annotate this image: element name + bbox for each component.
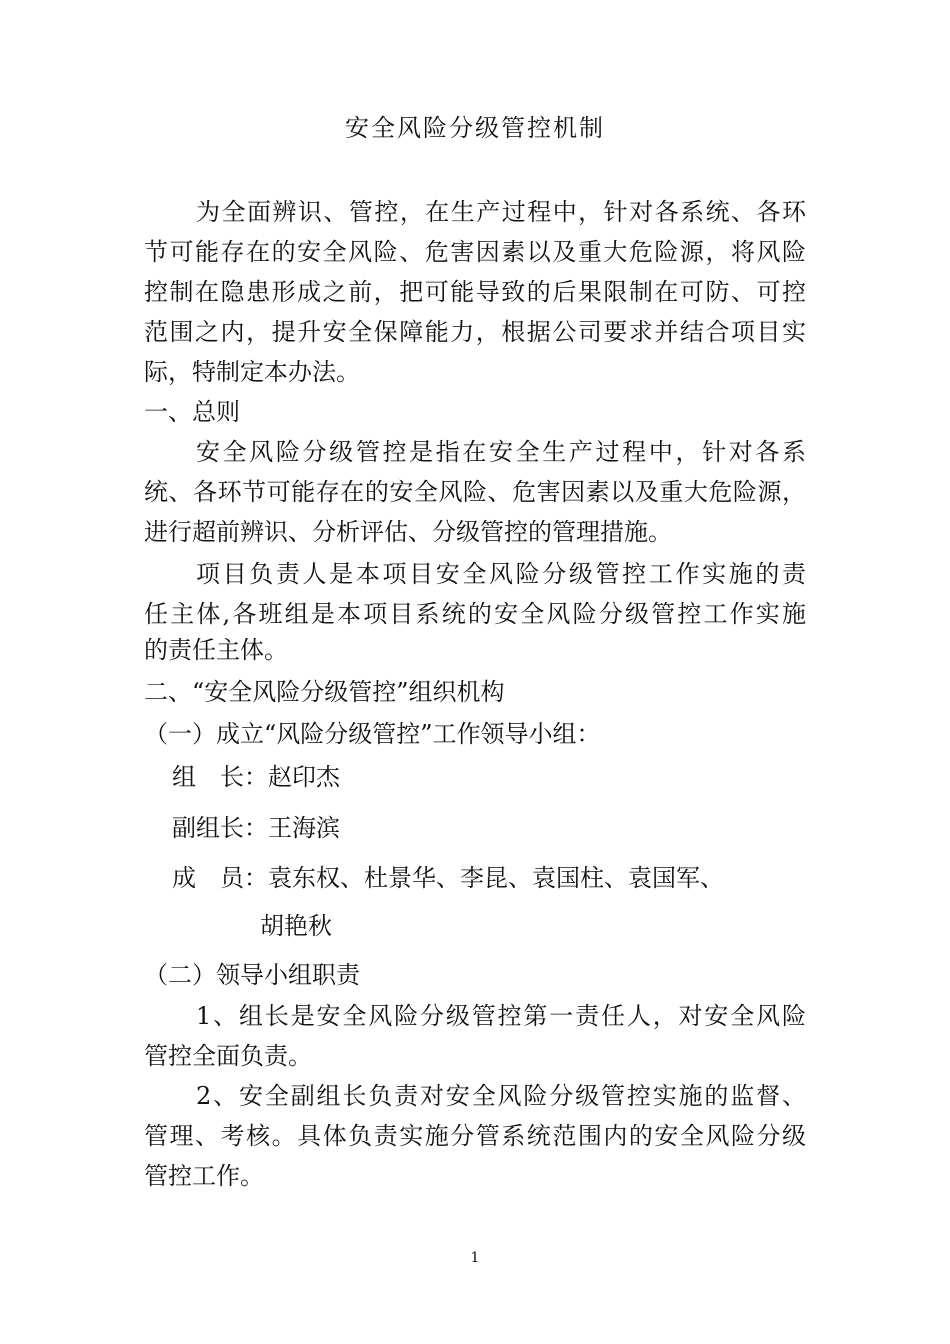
paragraph-line: 任主体,各班组是本项目系统的安全风险分级管控工作实施 (144, 600, 806, 628)
paragraph-line: 安全风险分级管控是指在安全生产过程中，针对各系 (196, 438, 806, 466)
subsection-heading: （二）领导小组职责 (144, 961, 360, 989)
paragraph-line: 统、各环节可能存在的安全风险、危害因素以及重大危险源， (144, 478, 806, 506)
paragraph-line: 控制在隐患形成之前，把可能导致的后果限制在可防、可控 (144, 278, 806, 306)
paragraph-line: 进行超前辨识、分析评估、分级管控的管理措施。 (144, 518, 672, 546)
page-number: 1 (470, 1250, 480, 1266)
paragraph-line: 管控全面负责。 (144, 1042, 312, 1070)
paragraph-line: 为全面辨识、管控，在生产过程中，针对各系统、各环 (196, 198, 806, 226)
paragraph-line: 管理、考核。具体负责实施分管系统范围内的安全风险分级 (144, 1122, 806, 1150)
paragraph-line: 范围之内，提升安全保障能力，根据公司要求并结合项目实 (144, 318, 806, 346)
paragraph-line: 际，特制定本办法。 (144, 358, 360, 386)
member-line: 副组长：王海滨 (172, 814, 340, 842)
member-line: 胡艳秋 (260, 912, 332, 940)
section-heading: 一、总则 (144, 398, 240, 426)
member-line: 成 员：袁东权、杜景华、李昆、袁国柱、袁国军、 (172, 864, 724, 892)
paragraph-line: 项目负责人是本项目安全风险分级管控工作实施的责 (196, 560, 806, 588)
member-line: 组 长：赵印杰 (172, 763, 340, 791)
subsection-heading: （一）成立“风险分级管控”工作领导小组： (144, 720, 601, 748)
paragraph-line: 的责任主体。 (144, 636, 288, 664)
paragraph-line: 管控工作。 (144, 1162, 264, 1190)
paragraph-line: 节可能存在的安全风险、危害因素以及重大危险源，将风险 (144, 238, 806, 266)
paragraph-line: 2、安全副组长负责对安全风险分级管控实施的监督、 (196, 1082, 806, 1110)
document-title: 安全风险分级管控机制 (345, 114, 605, 142)
paragraph-line: 1、组长是安全风险分级管控第一责任人，对安全风险 (196, 1002, 806, 1030)
section-heading: 二、“安全风险分级管控”组织机构 (144, 678, 505, 706)
